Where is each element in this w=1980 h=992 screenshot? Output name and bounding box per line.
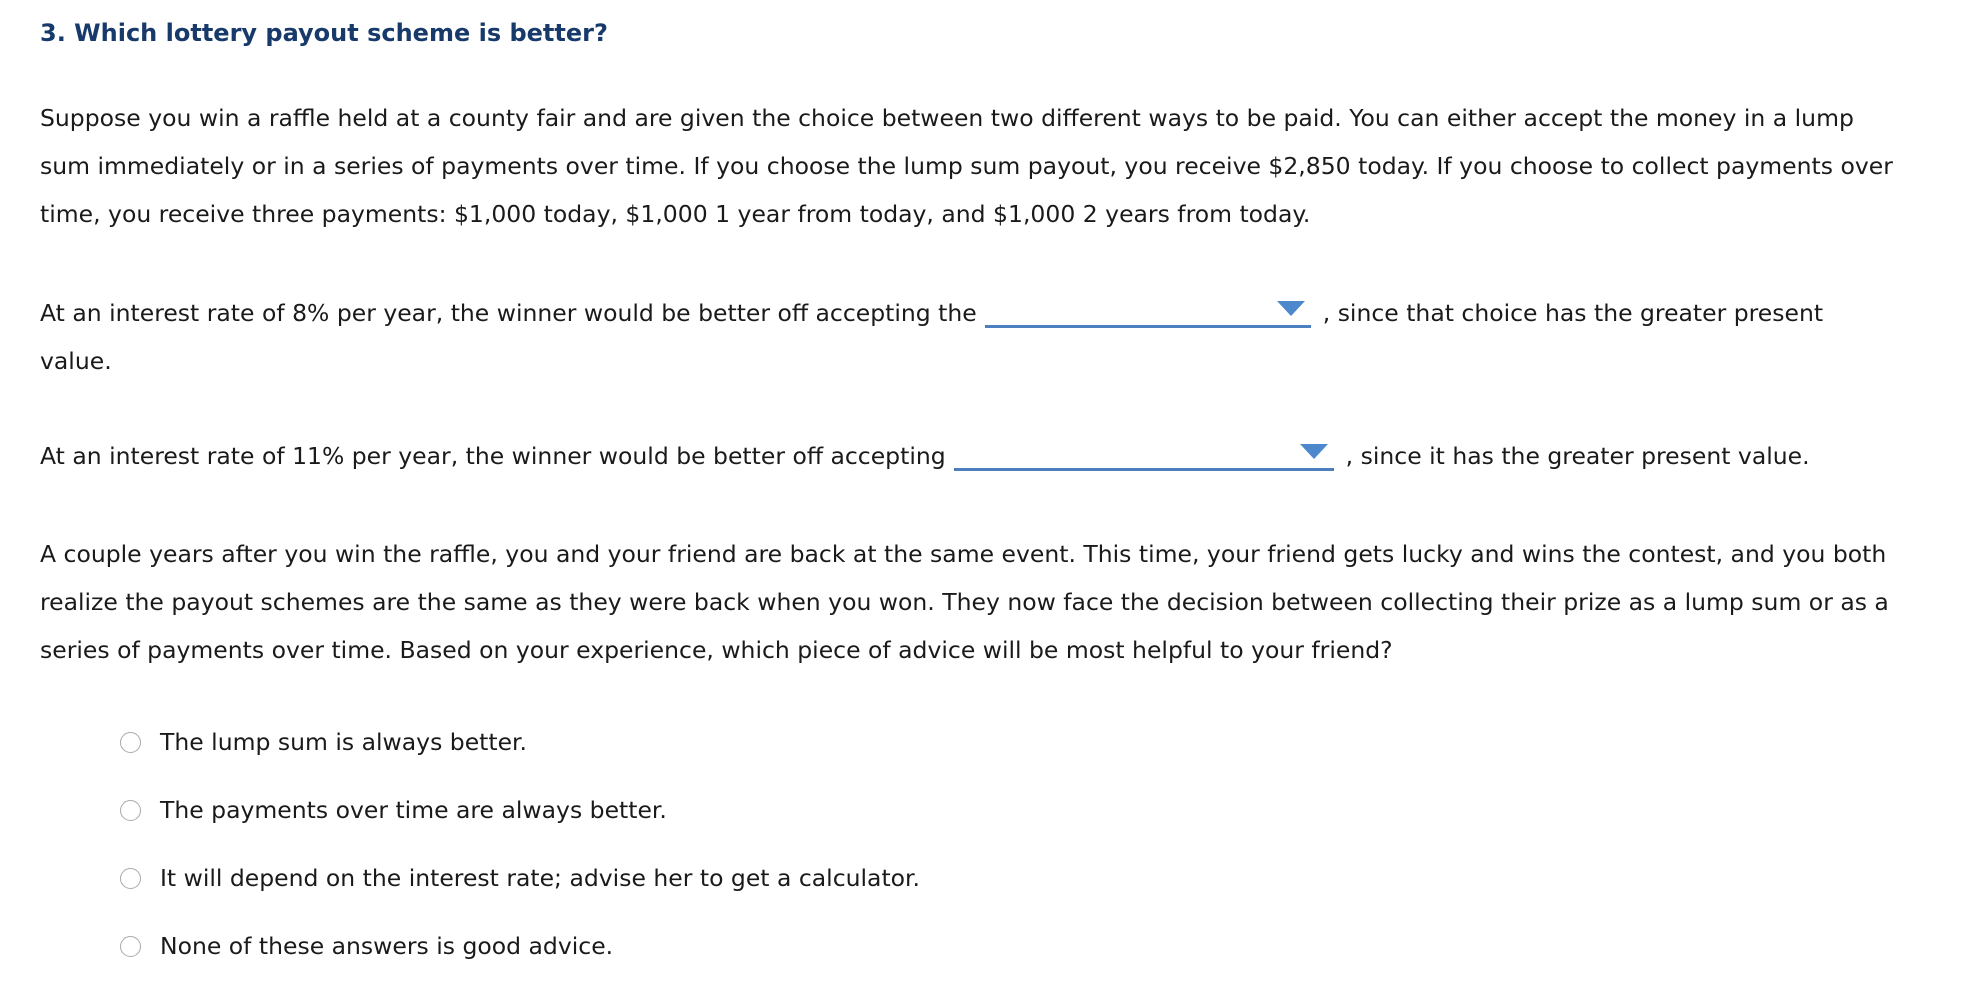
q2-prefix-text: At an interest rate of 11% per year, the winner would be better off accepting (40, 442, 946, 470)
question-part-2 (40, 432, 1900, 480)
caret-down-icon[interactable] (1300, 444, 1328, 459)
q2-suffix-text: , since it has the greater present value. (1345, 442, 1810, 470)
q1-answer-dropdown[interactable] (985, 295, 1311, 328)
option-label[interactable]: None of these answers is good advice. (160, 932, 614, 960)
option-label[interactable]: It will depend on the interest rate; advise her to get a calculator. (160, 864, 921, 892)
question-part-1 (40, 289, 1900, 385)
advice-option-none[interactable] (120, 912, 920, 980)
q2-answer-dropdown[interactable] (954, 438, 1334, 471)
question-intro: Suppose you win a raffle held at a county fair and are given the choice between two different ways to be paid. You can either accept the money in a lump sum immediately or in a series of payments over time. If you choose the lump sum payout, you receive $2,850 today. If you choose to collect payments over time, you receive three payments: $1,000 today, $1,000 1 year from today, and $1,000 2 years from today. (40, 104, 1893, 228)
advice-option-depends[interactable] (120, 844, 920, 912)
radio-unselected-icon[interactable] (120, 732, 141, 753)
q1-suffix-text: , since that choice has the greater present value. (40, 299, 1824, 375)
advice-option-lump-sum[interactable] (120, 708, 920, 776)
question-title: 3. Which lottery payout scheme is better? (40, 19, 608, 47)
advice-radio-group (120, 708, 920, 980)
caret-down-icon[interactable] (1277, 301, 1305, 316)
option-label[interactable]: The payments over time are always better. (160, 796, 667, 824)
followup-question: A couple years after you win the raffle, you and your friend are back at the same event. This time, your friend gets lucky and wins the contest, and you both realize the payout schemes are the same as they were back when you won. They now face the decision between collecting their prize as a lump sum or as a series of payments over time. Based on your experience, which piece of advice will be most helpful to your friend? (40, 540, 1889, 664)
option-label[interactable]: The lump sum is always better. (160, 728, 528, 756)
radio-unselected-icon[interactable] (120, 868, 141, 889)
radio-unselected-icon[interactable] (120, 936, 141, 957)
q1-prefix-text: At an interest rate of 8% per year, the winner would be better off accepting the (40, 299, 977, 327)
advice-option-payments[interactable] (120, 776, 920, 844)
radio-unselected-icon[interactable] (120, 800, 141, 821)
